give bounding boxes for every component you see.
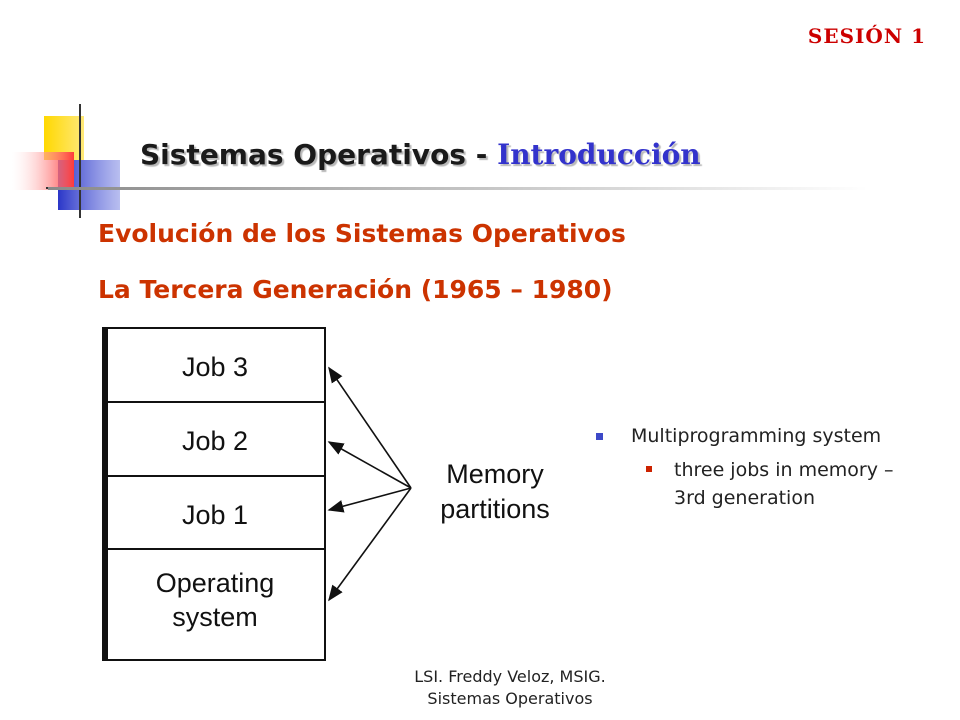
subtitle-evolution: Evolución de los Sistemas Operativos	[98, 219, 626, 248]
footer-author: LSI. Freddy Veloz, MSIG.	[414, 667, 606, 686]
partition-job-3: Job 3	[181, 352, 249, 382]
footer	[320, 666, 700, 710]
session-label: SESIÓN 1	[807, 24, 926, 48]
bullet-item-sub	[646, 456, 936, 512]
title-underline	[48, 187, 868, 190]
bullet-sub-line2: 3rd generation	[674, 487, 815, 509]
title-accent: Introducción	[497, 138, 701, 171]
bullet-item-main	[596, 424, 936, 448]
arrow-to-job-1	[329, 488, 411, 510]
partition-job-2: Job 2	[181, 426, 249, 456]
arrow-to-os	[329, 488, 411, 600]
memory-partitions-diagram	[95, 320, 575, 665]
bullet-square-icon	[596, 433, 603, 440]
arrow-to-job-2	[329, 442, 411, 488]
slide-title	[140, 138, 701, 171]
red-square	[12, 152, 74, 190]
memory-label-line2: partitions	[440, 494, 550, 524]
partition-os-line1: Operating	[155, 568, 275, 598]
sub-bullet-square-icon	[646, 466, 652, 472]
title-main: Sistemas Operativos -	[140, 138, 498, 171]
footer-course: Sistemas Operativos	[427, 689, 593, 708]
subtitle-third-generation: La Tercera Generación (1965 – 1980)	[98, 275, 613, 304]
bullet-sub-line1: three jobs in memory –	[674, 459, 894, 481]
memory-left-edge	[103, 328, 108, 660]
partition-job-1: Job 1	[181, 500, 249, 530]
arrow-to-job-3	[329, 368, 411, 488]
bullet-main-text: Multiprogramming system	[631, 425, 882, 447]
decorative-squares	[0, 100, 140, 220]
bullet-list	[596, 424, 936, 512]
partition-os-line2: system	[172, 602, 258, 632]
memory-label-line1: Memory	[446, 459, 544, 489]
